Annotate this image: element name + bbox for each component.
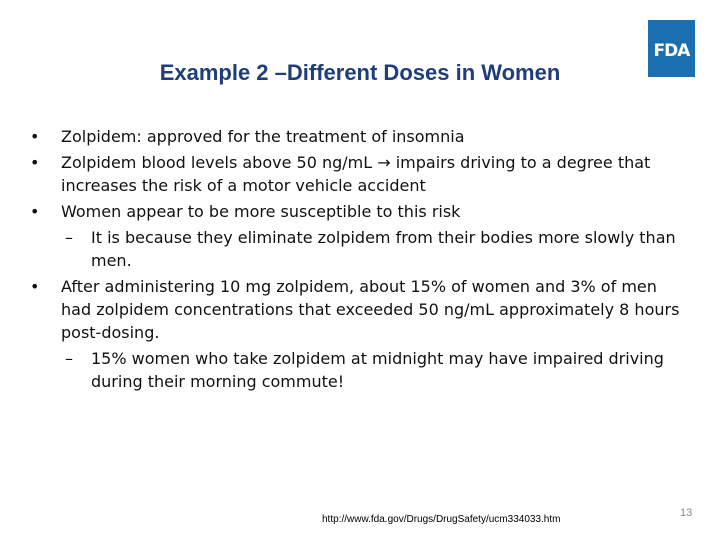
bullet-marker: • [30,127,40,146]
sub-bullet-marker: – [65,349,73,368]
sub-bullet-marker: – [65,228,73,247]
bullet-text: Zolpidem: approved for the treatment of insomnia [61,127,465,146]
bullet-item-approved [30,125,680,148]
bullet-item-blood-levels [30,151,680,197]
bullet-text: Women appear to be more susceptible to this risk [61,202,461,221]
bullet-text: Zolpidem blood levels above 50 ng/mL → impairs driving to a degree that increases the risk of a motor vehicle accident [61,153,651,195]
sub-bullet-item-morning-commute [30,347,680,393]
sub-bullet-item-elimination [30,226,680,272]
bullet-item-dosing-study [30,275,680,344]
fda-logo-text: FDA [653,40,690,61]
bullet-text: After administering 10 mg zolpidem, about 15% of women and 3% of men had zolpidem concentrations that exceeded 50 ng/mL approximately 8 hours post-dosing. [61,277,680,342]
sub-bullet-text: 15% women who take zolpidem at midnight may have impaired driving during their morning commute! [91,349,664,391]
page-number: 13 [680,507,693,519]
bullet-marker: • [30,277,40,296]
sub-bullet-text: It is because they eliminate zolpidem from their bodies more slowly than men. [91,228,676,270]
source-link[interactable]: http://www.fda.gov/Drugs/DrugSafety/ucm334033.htm [322,514,561,525]
slide-title: Example 2 –Different Doses in Women [159,60,561,85]
slide-content [30,125,680,396]
bullet-marker: • [30,202,40,221]
bullet-item-women-risk [30,200,680,223]
bullet-marker: • [30,153,40,172]
